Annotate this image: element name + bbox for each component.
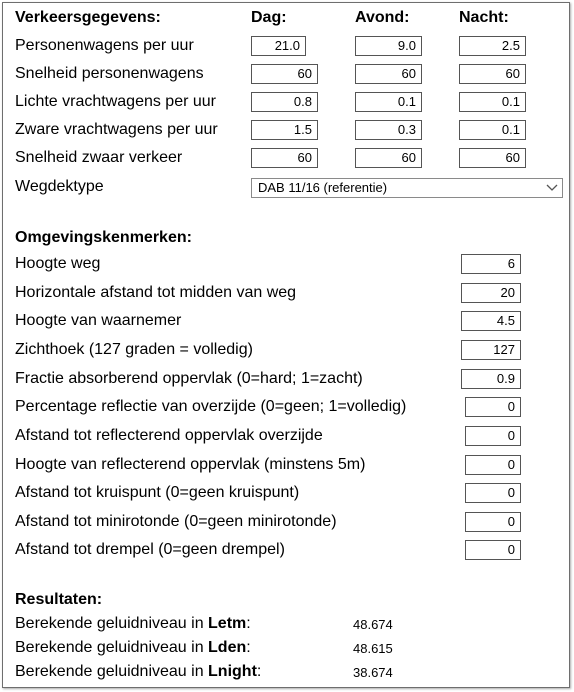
environment-row-label: Afstand tot reflecterend oppervlak overzijde — [15, 427, 323, 444]
input-evening-heavy-trucks[interactable]: 0.3 — [355, 120, 422, 140]
traffic-row-label: Lichte vrachtwagens per uur — [15, 93, 216, 110]
input-day-light-trucks[interactable]: 0.8 — [251, 92, 318, 112]
traffic-section-title: Verkeersgegevens: — [15, 9, 161, 26]
column-header-night: Nacht: — [459, 9, 509, 26]
input-day-heavy-trucks[interactable]: 1.5 — [251, 120, 318, 140]
environment-section-title: Omgevingskenmerken: — [15, 229, 192, 246]
input-reflecting-surface-distance[interactable]: 0 — [465, 426, 521, 446]
environment-row-label: Hoogte van reflecterend oppervlak (minstens 5m) — [15, 456, 366, 473]
column-header-evening: Avond: — [355, 9, 410, 26]
input-night-heavy-trucks[interactable]: 0.1 — [459, 120, 526, 140]
input-evening-cars-per-hour[interactable]: 9.0 — [355, 36, 422, 56]
environment-row-label: Hoogte weg — [15, 255, 101, 272]
input-evening-heavy-speed[interactable]: 60 — [355, 148, 422, 168]
result-label-lnight: Berekende geluidniveau in Lnight: — [15, 663, 262, 680]
input-view-angle[interactable]: 127 — [461, 340, 521, 360]
input-intersection-distance[interactable]: 0 — [465, 483, 521, 503]
result-label-lden: Berekende geluidniveau in Lden: — [15, 639, 251, 656]
surface-type-value: DAB 11/16 (referentie) — [258, 180, 388, 195]
input-reflection-percentage[interactable]: 0 — [465, 397, 521, 417]
traffic-row-label: Personenwagens per uur — [15, 37, 194, 54]
form-panel — [2, 2, 570, 688]
input-observer-height[interactable]: 4.5 — [461, 311, 521, 331]
input-night-heavy-speed[interactable]: 60 — [459, 148, 526, 168]
traffic-row-label: Zware vrachtwagens per uur — [15, 121, 218, 138]
input-night-car-speed[interactable]: 60 — [459, 64, 526, 84]
environment-row-label: Afstand tot minirotonde (0=geen minirotonde) — [15, 513, 337, 530]
result-value-lnight: 38.674 — [353, 665, 393, 680]
input-horizontal-distance[interactable]: 20 — [461, 283, 521, 303]
environment-row-label: Horizontale afstand tot midden van weg — [15, 284, 297, 301]
input-miniroundabout-distance[interactable]: 0 — [465, 512, 521, 532]
result-label-letm: Berekende geluidniveau in Letm: — [15, 615, 251, 632]
traffic-row-label: Snelheid zwaar verkeer — [15, 149, 183, 166]
environment-row-label: Fractie absorberend oppervlak (0=hard; 1=zacht) — [15, 370, 363, 387]
input-evening-light-trucks[interactable]: 0.1 — [355, 92, 422, 112]
result-metric: Lden — [208, 639, 247, 656]
input-day-heavy-speed[interactable]: 60 — [251, 148, 318, 168]
result-value-lden: 48.615 — [353, 641, 393, 656]
input-reflecting-surface-height[interactable]: 0 — [465, 455, 521, 475]
environment-row-label: Zichthoek (127 graden = volledig) — [15, 341, 253, 358]
result-metric: Letm — [208, 615, 247, 632]
input-day-car-speed[interactable]: 60 — [251, 64, 318, 84]
column-header-day: Dag: — [251, 9, 287, 26]
environment-row-label: Percentage reflectie van overzijde (0=geen; 1=volledig) — [15, 398, 407, 415]
surface-type-label: Wegdektype — [15, 178, 104, 195]
input-road-height[interactable]: 6 — [461, 254, 521, 274]
input-night-cars-per-hour[interactable]: 2.5 — [459, 36, 526, 56]
input-absorbing-fraction[interactable]: 0.9 — [461, 369, 521, 389]
result-value-letm: 48.674 — [353, 617, 393, 632]
input-speed-bump-distance[interactable]: 0 — [465, 540, 521, 560]
chevron-down-icon — [546, 181, 558, 193]
input-day-cars-per-hour[interactable]: 21.0 — [251, 36, 306, 56]
environment-row-label: Hoogte van waarnemer — [15, 312, 182, 329]
environment-row-label: Afstand tot drempel (0=geen drempel) — [15, 541, 285, 558]
input-night-light-trucks[interactable]: 0.1 — [459, 92, 526, 112]
result-metric: Lnight — [208, 663, 257, 680]
traffic-row-label: Snelheid personenwagens — [15, 65, 204, 82]
results-section-title: Resultaten: — [15, 591, 103, 608]
surface-type-select[interactable] — [251, 178, 563, 198]
input-evening-car-speed[interactable]: 60 — [355, 64, 422, 84]
environment-row-label: Afstand tot kruispunt (0=geen kruispunt) — [15, 484, 300, 501]
